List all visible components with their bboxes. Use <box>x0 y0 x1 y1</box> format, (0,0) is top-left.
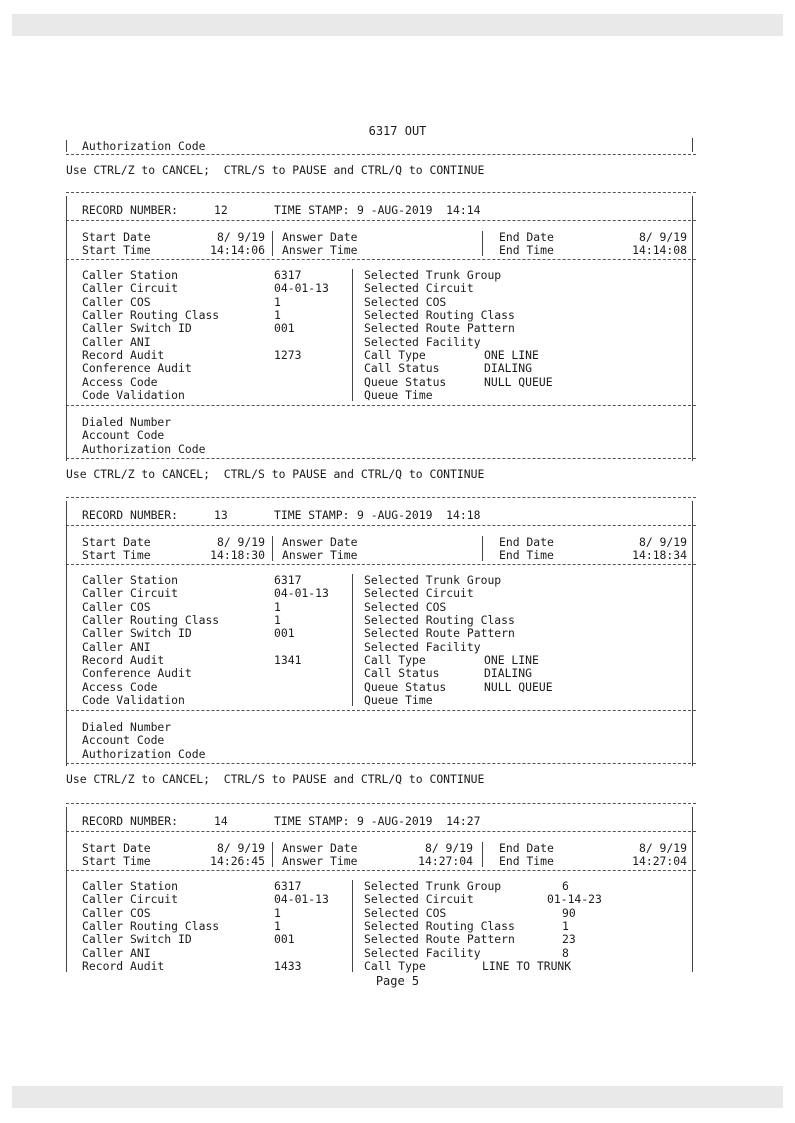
queue-status-label: Queue Status <box>364 375 447 389</box>
start-time-value: 14:18:30 <box>210 548 265 562</box>
section-rule <box>66 458 696 459</box>
left-border <box>66 140 67 152</box>
selected-circuit-value: 01-14-23 <box>547 892 602 906</box>
record-audit-value: 1433 <box>274 959 302 973</box>
caller-station-label: Caller Station <box>82 879 179 893</box>
answer-date-label: Answer Date <box>282 535 358 549</box>
caller-circuit-label: Caller Circuit <box>82 281 179 295</box>
dialed-number-label: Dialed Number <box>82 415 172 429</box>
end-time-label: End Time <box>499 854 554 868</box>
access-code-label: Access Code <box>82 375 158 389</box>
selected-route-pattern-label: Selected Route Pattern <box>364 321 515 335</box>
detail-rule <box>66 259 696 260</box>
end-time-value: 14:14:08 <box>632 243 687 257</box>
caller-station-value: 6317 <box>274 573 302 587</box>
account-code-label: Account Code <box>82 428 165 442</box>
conference-audit-label: Conference Audit <box>82 666 192 680</box>
caller-station-value: 6317 <box>274 268 302 282</box>
selected-trunk-group-label: Selected Trunk Group <box>364 268 502 282</box>
record-audit-value: 1273 <box>274 348 302 362</box>
end-date-label: End Date <box>499 230 554 244</box>
caller-routing-class-value: 1 <box>274 919 281 933</box>
caller-switch-id-label: Caller Switch ID <box>82 932 192 946</box>
queue-time-value <box>484 692 614 708</box>
caller-routing-class-label: Caller Routing Class <box>82 308 220 322</box>
column-divider <box>482 536 483 561</box>
section-rule <box>66 763 696 764</box>
queue-time-label: Queue Time <box>364 388 433 402</box>
time-stamp-label: TIME STAMP: <box>274 814 350 828</box>
caller-circuit-value: 04-01-13 <box>274 586 329 600</box>
record-top-rule <box>66 497 696 498</box>
header-rule <box>66 525 696 526</box>
answer-time-value <box>353 242 473 258</box>
end-time-label: End Time <box>499 243 554 257</box>
selected-routing-class-label: Selected Routing Class <box>364 613 515 627</box>
record-audit-label: Record Audit <box>82 348 165 362</box>
selected-trunk-group-label: Selected Trunk Group <box>364 879 502 893</box>
continue-message: Use CTRL/Z to CANCEL; CTRL/S to PAUSE and CTRL/Q to CONTINUE <box>66 772 485 786</box>
record-audit-label: Record Audit <box>82 959 165 973</box>
continue-message: Use CTRL/Z to CANCEL; CTRL/S to PAUSE and CTRL/Q to CONTINUE <box>66 467 485 481</box>
selected-trunk-group-label: Selected Trunk Group <box>364 573 502 587</box>
answer-date-label: Answer Date <box>282 841 358 855</box>
caller-routing-class-label: Caller Routing Class <box>82 919 220 933</box>
column-divider <box>272 842 273 867</box>
column-divider <box>352 880 353 972</box>
selected-route-pattern-value: 23 <box>562 932 576 946</box>
access-code-label: Access Code <box>82 680 158 694</box>
end-date-label: End Date <box>499 841 554 855</box>
call-status-value: DIALING <box>484 666 533 680</box>
selected-routing-class-value: 1 <box>562 919 569 933</box>
start-date-label: Start Date <box>82 535 151 549</box>
page-footer: Page 5 <box>375 974 420 988</box>
left-border <box>66 501 67 766</box>
selected-facility-label: Selected Facility <box>364 946 481 960</box>
record-number-label: RECORD NUMBER: <box>82 203 179 217</box>
conference-audit-label: Conference Audit <box>82 361 192 375</box>
selected-trunk-group-value: 6 <box>562 879 569 893</box>
caller-ani-label: Caller ANI <box>82 640 151 654</box>
start-date-value: 8/ 9/19 <box>216 230 265 244</box>
dialed-number-label: Dialed Number <box>82 720 172 734</box>
record-number-label: RECORD NUMBER: <box>82 508 179 522</box>
end-date-label: End Date <box>499 535 554 549</box>
start-time-label: Start Time <box>82 243 151 257</box>
call-type-label: Call Type <box>364 959 426 973</box>
call-type-label: Call Type <box>364 348 426 362</box>
queue-status-value: NULL QUEUE <box>484 375 553 389</box>
record-audit-value: 1341 <box>274 653 302 667</box>
record-audit-label: Record Audit <box>82 653 165 667</box>
answer-time-value <box>353 547 473 563</box>
left-border <box>66 196 67 461</box>
record-top-rule <box>66 192 696 193</box>
caller-circuit-value: 04-01-13 <box>274 281 329 295</box>
right-border <box>692 138 693 152</box>
start-time-value: 14:26:45 <box>210 854 265 868</box>
selected-cos-label: Selected COS <box>364 600 447 614</box>
column-divider <box>352 269 353 401</box>
record-number-value: 14 <box>214 814 228 828</box>
answer-time-label: Answer Time <box>282 854 358 868</box>
record-number-value: 13 <box>214 508 228 522</box>
call-status-label: Call Status <box>364 361 440 375</box>
selected-facility-label: Selected Facility <box>364 335 481 349</box>
selected-facility-value: 8 <box>562 946 569 960</box>
time-stamp-label: TIME STAMP: <box>274 508 350 522</box>
authorization-code-label: Authorization Code <box>82 139 206 153</box>
caller-ani-label: Caller ANI <box>82 946 151 960</box>
selected-cos-label: Selected COS <box>364 906 447 920</box>
call-type-label: Call Type <box>364 653 426 667</box>
queue-status-value: NULL QUEUE <box>484 680 553 694</box>
caller-routing-class-value: 1 <box>274 613 281 627</box>
caller-cos-label: Caller COS <box>82 906 151 920</box>
column-divider <box>272 536 273 561</box>
queue-status-label: Queue Status <box>364 680 447 694</box>
end-date-value: 8/ 9/19 <box>638 230 687 244</box>
start-time-label: Start Time <box>82 548 151 562</box>
call-type-value: ONE LINE <box>484 653 539 667</box>
column-divider <box>482 842 483 867</box>
end-date-value: 8/ 9/19 <box>638 841 687 855</box>
selected-cos-label: Selected COS <box>364 295 447 309</box>
caller-circuit-label: Caller Circuit <box>82 586 179 600</box>
selected-route-pattern-label: Selected Route Pattern <box>364 932 515 946</box>
answer-date-label: Answer Date <box>282 230 358 244</box>
column-divider <box>272 231 273 256</box>
selected-circuit-label: Selected Circuit <box>364 281 474 295</box>
caller-station-value: 6317 <box>274 879 302 893</box>
time-stamp-value: 9 -AUG-2019 14:14 <box>357 203 481 217</box>
start-date-label: Start Date <box>82 230 151 244</box>
call-type-value: LINE TO TRUNK <box>482 959 572 973</box>
time-stamp-value: 9 -AUG-2019 14:18 <box>357 508 481 522</box>
continue-message: Use CTRL/Z to CANCEL; CTRL/S to PAUSE and CTRL/Q to CONTINUE <box>66 163 485 177</box>
caller-switch-id-value: 001 <box>274 626 295 640</box>
detail-rule <box>66 870 696 871</box>
caller-cos-value: 1 <box>274 295 281 309</box>
page-header: 6317 OUT <box>368 124 427 138</box>
record-top-rule <box>66 803 696 804</box>
selected-cos-value: 90 <box>562 906 576 920</box>
right-border <box>692 501 693 766</box>
queue-time-value <box>484 387 614 403</box>
caller-cos-value: 1 <box>274 600 281 614</box>
start-date-value: 8/ 9/19 <box>216 535 265 549</box>
column-divider <box>352 574 353 706</box>
call-status-label: Call Status <box>364 666 440 680</box>
caller-station-label: Caller Station <box>82 268 179 282</box>
code-validation-value <box>274 692 354 708</box>
account-code-label: Account Code <box>82 733 165 747</box>
selected-facility-label: Selected Facility <box>364 640 481 654</box>
section-rule <box>66 154 696 155</box>
start-date-value: 8/ 9/19 <box>216 841 265 855</box>
caller-station-label: Caller Station <box>82 573 179 587</box>
end-date-value: 8/ 9/19 <box>638 535 687 549</box>
authorization-code-label: Authorization Code <box>82 442 206 456</box>
answer-time-label: Answer Time <box>282 548 358 562</box>
answer-date-value: 8/ 9/19 <box>424 841 473 855</box>
selected-routing-class-label: Selected Routing Class <box>364 919 515 933</box>
header-rule <box>66 831 696 832</box>
queue-time-label: Queue Time <box>364 693 433 707</box>
column-divider <box>482 231 483 256</box>
selected-routing-class-label: Selected Routing Class <box>364 308 515 322</box>
detail-rule <box>66 710 696 711</box>
authorization-code-label: Authorization Code <box>82 747 206 761</box>
end-time-label: End Time <box>499 548 554 562</box>
caller-circuit-label: Caller Circuit <box>82 892 179 906</box>
start-time-label: Start Time <box>82 854 151 868</box>
record-number-label: RECORD NUMBER: <box>82 814 179 828</box>
call-status-value: DIALING <box>484 361 533 375</box>
caller-ani-label: Caller ANI <box>82 335 151 349</box>
caller-routing-class-label: Caller Routing Class <box>82 613 220 627</box>
right-border <box>692 196 693 461</box>
caller-switch-id-value: 001 <box>274 321 295 335</box>
start-date-label: Start Date <box>82 841 151 855</box>
selected-route-pattern-label: Selected Route Pattern <box>364 626 515 640</box>
end-time-value: 14:27:04 <box>632 854 687 868</box>
detail-rule <box>66 405 696 406</box>
caller-routing-class-value: 1 <box>274 308 281 322</box>
record-number-value: 12 <box>214 203 228 217</box>
end-time-value: 14:18:34 <box>632 548 687 562</box>
caller-switch-id-label: Caller Switch ID <box>82 626 192 640</box>
selected-circuit-label: Selected Circuit <box>364 892 474 906</box>
selected-circuit-label: Selected Circuit <box>364 586 474 600</box>
detail-rule <box>66 564 696 565</box>
start-time-value: 14:14:06 <box>210 243 265 257</box>
time-stamp-value: 9 -AUG-2019 14:27 <box>357 814 481 828</box>
caller-cos-label: Caller COS <box>82 295 151 309</box>
caller-cos-label: Caller COS <box>82 600 151 614</box>
code-validation-label: Code Validation <box>82 693 185 707</box>
header-rule <box>66 220 696 221</box>
caller-switch-id-label: Caller Switch ID <box>82 321 192 335</box>
caller-switch-id-value: 001 <box>274 932 295 946</box>
code-validation-label: Code Validation <box>82 388 185 402</box>
code-validation-value <box>274 387 354 403</box>
answer-time-label: Answer Time <box>282 243 358 257</box>
answer-time-value: 14:27:04 <box>418 854 473 868</box>
caller-cos-value: 1 <box>274 906 281 920</box>
call-type-value: ONE LINE <box>484 348 539 362</box>
caller-circuit-value: 04-01-13 <box>274 892 329 906</box>
time-stamp-label: TIME STAMP: <box>274 203 350 217</box>
